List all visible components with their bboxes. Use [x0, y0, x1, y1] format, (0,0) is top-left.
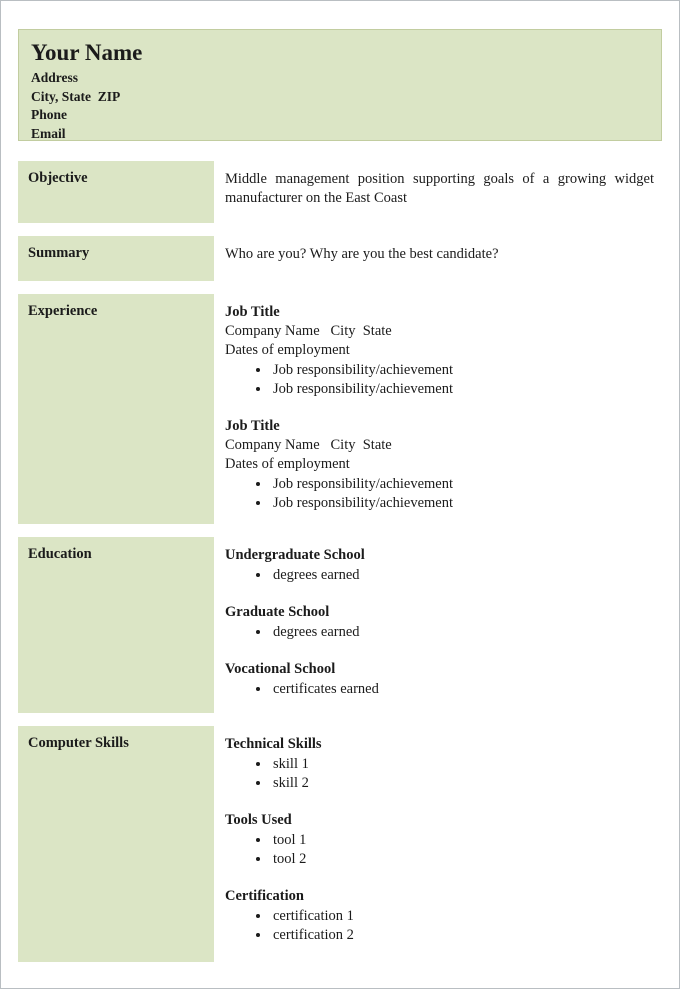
skill-bullet: • certification 2	[271, 926, 660, 945]
job-bullets	[225, 475, 660, 513]
objective-label: Objective	[18, 161, 214, 223]
section-summary	[18, 236, 662, 281]
experience-label: Experience	[18, 294, 214, 524]
skills-bullets	[225, 755, 660, 793]
job-title: Job Title	[225, 418, 280, 434]
job-title: Job Title	[225, 304, 280, 320]
dates-line: Dates of employment	[225, 456, 350, 472]
skills-group-title: Tools Used	[225, 812, 292, 828]
job-bullet: • Job responsibility/achievement	[271, 475, 660, 494]
dates-line: Dates of employment	[225, 342, 350, 358]
city-state-zip-line: City, State ZIP	[31, 88, 121, 104]
school-bullet: • degrees earned	[271, 623, 660, 642]
education-entry	[225, 546, 660, 585]
school-name: Graduate School	[225, 604, 330, 620]
skills-group-title: Certification	[225, 888, 304, 904]
objective-text: Middle management position supporting goals of a growing widget manufacturer on the East Coast	[225, 171, 654, 206]
experience-entry	[225, 417, 660, 513]
job-bullet: • Job responsibility/achievement	[271, 361, 660, 380]
experience-entry	[225, 303, 660, 399]
section-objective	[18, 161, 662, 223]
job-bullet: • Job responsibility/achievement	[271, 380, 660, 399]
address-line: Address	[31, 70, 79, 85]
job-bullets	[225, 361, 660, 399]
job-bullet: • Job responsibility/achievement	[271, 494, 660, 513]
skill-bullet: • skill 2	[271, 774, 660, 793]
summary-label: Summary	[18, 236, 214, 281]
email-line: Email	[31, 125, 66, 141]
school-bullet: • certificates earned	[271, 680, 660, 699]
skills-bullets	[225, 907, 660, 945]
computer-skills-label: Computer Skills	[18, 726, 214, 962]
education-label: Education	[18, 537, 214, 713]
skill-bullet: • certification 1	[271, 907, 660, 926]
skills-group	[225, 735, 660, 793]
school-name: Vocational School	[225, 661, 336, 677]
phone-line: Phone	[31, 107, 68, 122]
skill-bullet: • tool 1	[271, 831, 660, 850]
person-name: Your Name	[31, 40, 143, 65]
skills-group-title: Technical Skills	[225, 736, 322, 752]
school-name: Undergraduate School	[225, 547, 365, 563]
school-bullets	[225, 680, 660, 699]
school-bullets	[225, 623, 660, 642]
section-computer-skills	[18, 726, 662, 962]
school-bullet: • degrees earned	[271, 566, 660, 585]
skill-bullet: • tool 2	[271, 850, 660, 869]
school-bullets	[225, 566, 660, 585]
skills-group	[225, 811, 660, 869]
section-education	[18, 537, 662, 713]
skill-bullet: • skill 1	[271, 755, 660, 774]
skills-group	[225, 887, 660, 945]
summary-text: Who are you? Why are you the best candidate?	[225, 246, 499, 262]
education-entry	[225, 660, 660, 699]
section-experience	[18, 294, 662, 524]
company-line: Company Name City State	[225, 323, 392, 339]
company-line: Company Name City State	[225, 437, 392, 453]
education-entry	[225, 603, 660, 642]
skills-bullets	[225, 831, 660, 869]
header-block	[18, 29, 662, 141]
